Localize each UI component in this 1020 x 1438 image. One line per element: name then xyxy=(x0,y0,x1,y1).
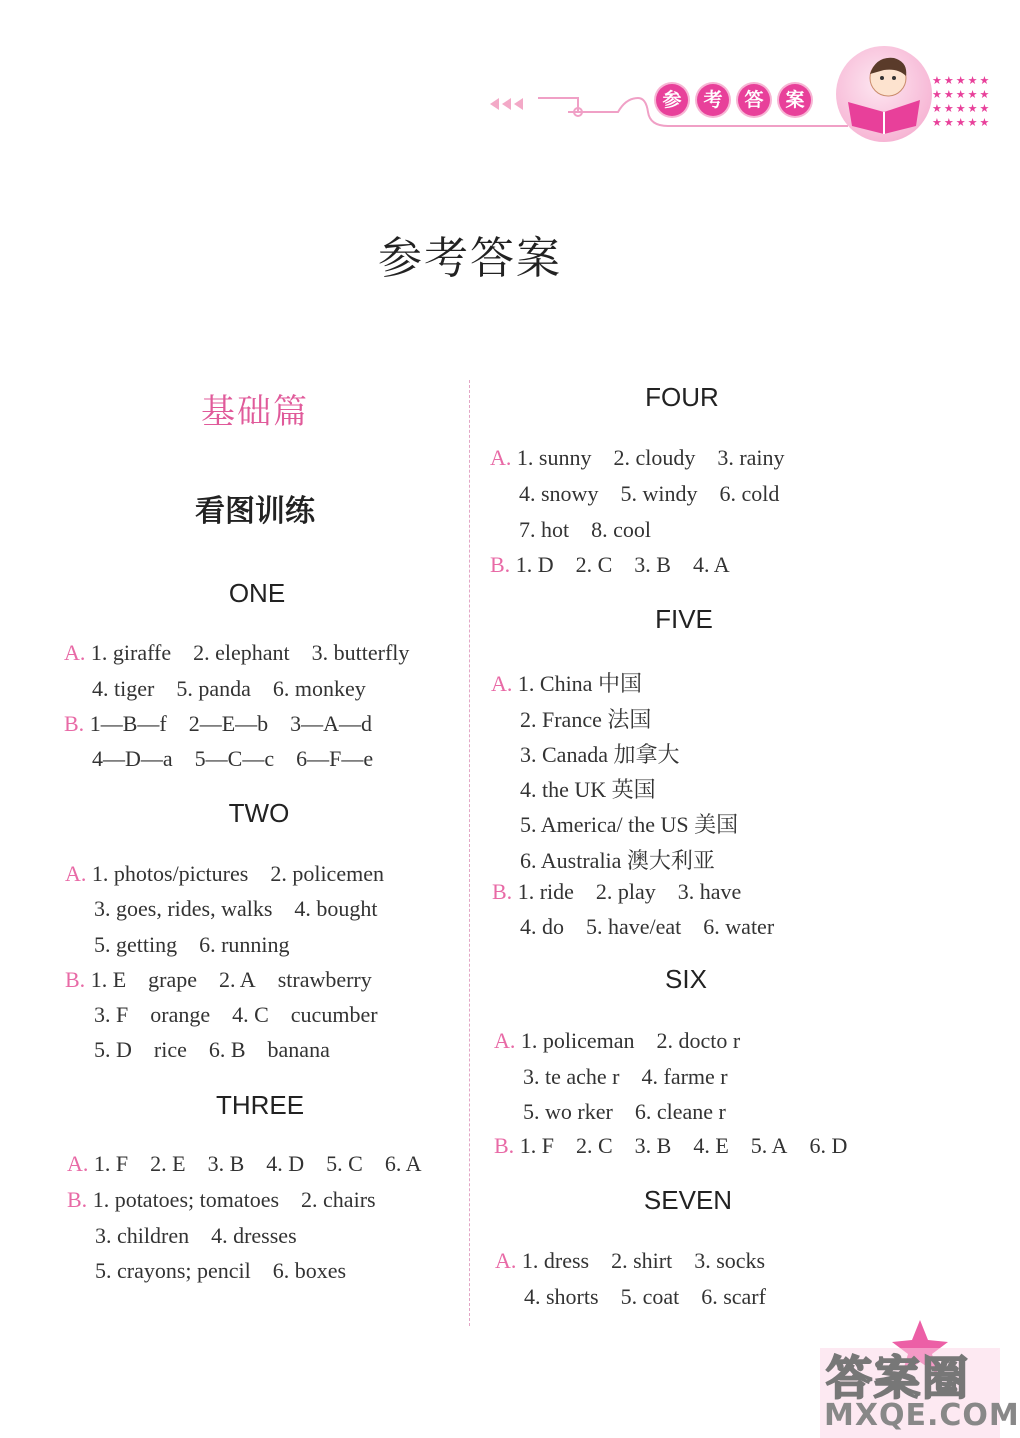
watermark-logo-text: 答案圈 xyxy=(826,1351,970,1405)
unit-title: SEVEN xyxy=(643,1185,733,1215)
answer-line: 3. children 4. dresses xyxy=(95,1223,297,1248)
answer-line: B. 1. D 2. C 3. B 4. A xyxy=(490,552,730,577)
answer-line: 5. crayons; pencil 6. boxes xyxy=(95,1258,347,1283)
answer-line: 4. shorts 5. coat 6. scarf xyxy=(524,1284,766,1309)
unit-title: ONE xyxy=(228,578,286,608)
answer-line: B. 1. potatoes; tomatoes 2. chairs xyxy=(67,1187,376,1212)
answer-line: 4—D—a 5—C—c 6—F—e xyxy=(92,746,374,771)
header-badge: 答 xyxy=(738,84,770,116)
answer-line: 3. goes, rides, walks 4. bought xyxy=(94,896,378,921)
answer-line: B. 1. E grape 2. A strawberry xyxy=(65,967,372,992)
answer-line: 7. hot 8. cool xyxy=(519,517,652,542)
column-divider xyxy=(469,380,470,1326)
stars-decoration-icon: ★★★★★ ★★★★★ ★★★★★ ★★★★★ xyxy=(932,74,992,129)
answer-line: B. 1—B—f 2—E—b 3—A—d xyxy=(64,711,373,736)
answer-line: 4. do 5. have/eat 6. water xyxy=(520,914,775,939)
unit-title: TWO xyxy=(228,798,290,828)
mascot-reading-icon xyxy=(836,46,932,142)
answer-line: A. 1. photos/pictures 2. policemen xyxy=(65,861,384,886)
answer-line: A. 1. F 2. E 3. B 4. D 5. C 6. A xyxy=(67,1151,422,1176)
answer-line: 5. America/ the US 美国 xyxy=(520,812,739,837)
unit-title: SIX xyxy=(665,964,707,994)
section-title: 看图训练 xyxy=(195,494,315,529)
answer-line: 4. the UK 英国 xyxy=(520,777,656,802)
answer-line: A. 1. dress 2. shirt 3. socks xyxy=(495,1248,766,1273)
answer-line: 3. F orange 4. C cucumber xyxy=(94,1002,378,1027)
header-badge: 考 xyxy=(697,84,729,116)
page-title: 参考答案 xyxy=(378,233,562,284)
header-badge: 案 xyxy=(779,84,811,116)
answer-line: 5. wo rker 6. cleane r xyxy=(523,1099,726,1124)
unit-title: FIVE xyxy=(655,604,713,634)
arrow-decoration-icon xyxy=(502,98,511,110)
arrow-decoration-icon xyxy=(514,98,523,110)
unit-title: FOUR xyxy=(645,382,719,412)
arrow-decoration-icon xyxy=(490,98,499,110)
answer-line: 3. Canada 加拿大 xyxy=(520,742,680,767)
answer-line: A. 1. giraffe 2. elephant 3. butterfly xyxy=(64,640,410,665)
answer-line: A. 1. policeman 2. docto r xyxy=(494,1028,741,1053)
answer-line: B. 1. ride 2. play 3. have xyxy=(492,879,742,904)
part-title: 基础篇 xyxy=(201,392,309,432)
answer-line: 5. D rice 6. B banana xyxy=(94,1037,330,1062)
answer-line: 5. getting 6. running xyxy=(94,932,290,957)
answer-line: 6. Australia 澳大利亚 xyxy=(520,848,715,873)
header-badge: 参 xyxy=(656,84,688,116)
answer-line: 3. te ache r 4. farme r xyxy=(523,1064,728,1089)
answer-line: 4. snowy 5. windy 6. cold xyxy=(519,481,780,506)
unit-title: THREE xyxy=(215,1090,305,1120)
answer-line: A. 1. China 中国 xyxy=(491,671,642,696)
answer-line: A. 1. sunny 2. cloudy 3. rainy xyxy=(490,445,785,470)
answer-line: 4. tiger 5. panda 6. monkey xyxy=(92,676,366,701)
answer-line: 2. France 法国 xyxy=(520,707,652,732)
watermark-url: MXQE.COM xyxy=(824,1398,1020,1433)
answer-line: B. 1. F 2. C 3. B 4. E 5. A 6. D xyxy=(494,1133,848,1158)
